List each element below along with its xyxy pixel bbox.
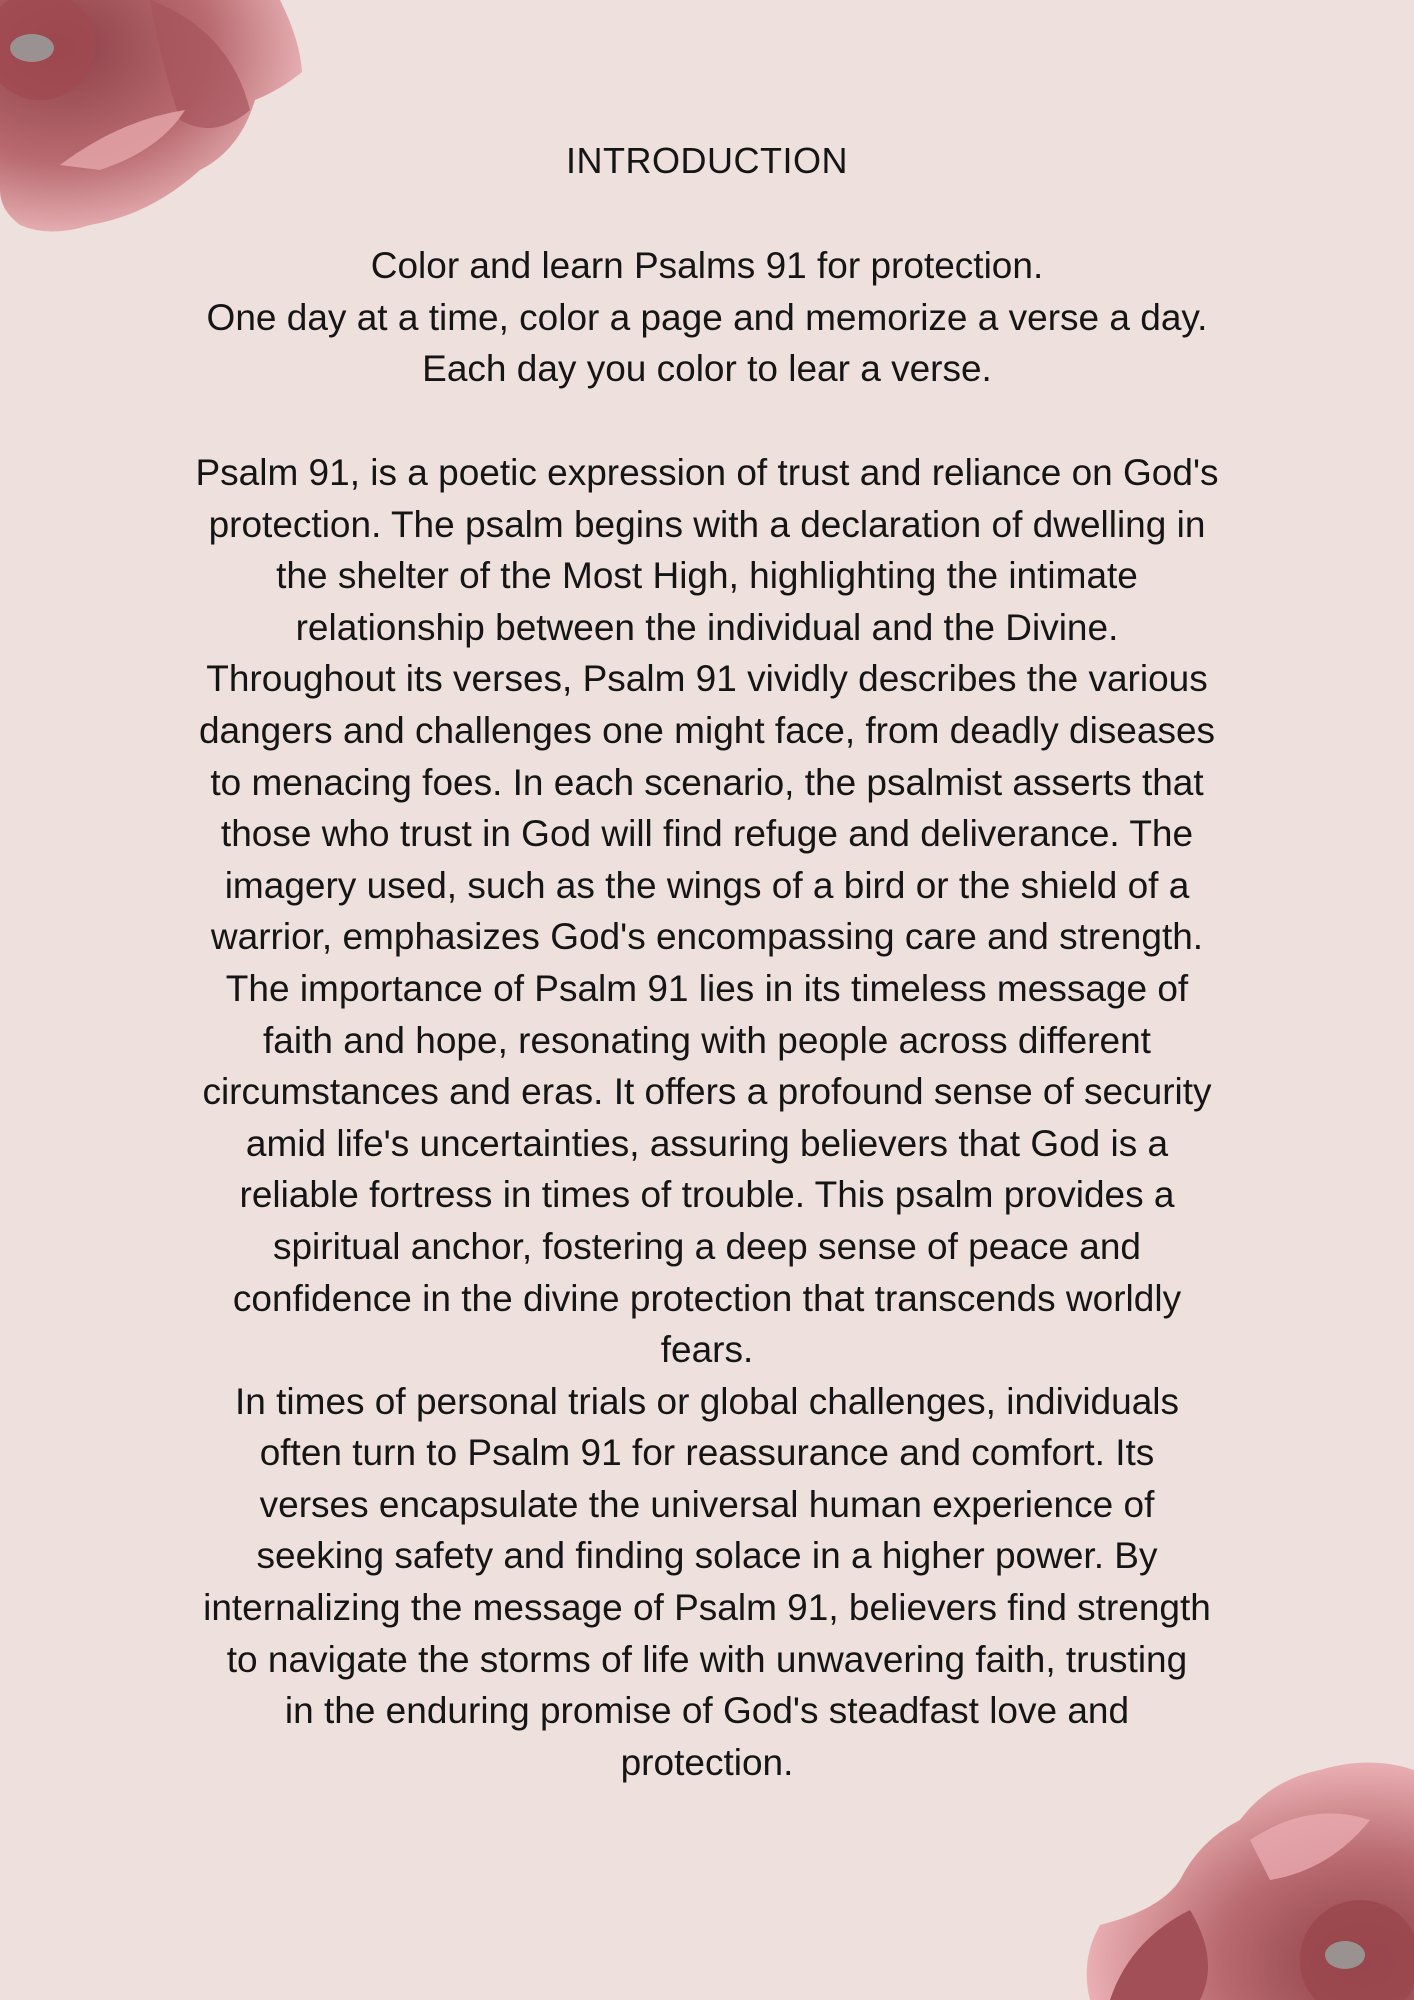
- intro-line: Color and learn Psalms 91 for protection.: [370, 245, 1044, 286]
- page-title: INTRODUCTION: [566, 140, 848, 181]
- body-line: relationship between the individual and the Divine.: [295, 606, 1119, 648]
- intro-text: [0, 240, 1414, 395]
- body-paragraph: [0, 447, 1414, 1788]
- flower-decoration-top-left: [0, 0, 310, 240]
- body-line: verses encapsulate the universal human experience of: [259, 1483, 1155, 1525]
- flower-decoration-bottom-right: [1070, 1760, 1414, 2000]
- body-line: protection. The psalm begins with a declaration of dwelling in: [208, 503, 1206, 545]
- body-line: seeking safety and finding solace in a higher power. By: [256, 1535, 1158, 1577]
- body-line: Psalm 91, is a poetic expression of trust and reliance on God's: [195, 452, 1219, 493]
- body-line: imagery used, such as the wings of a bird or the shield of a: [224, 864, 1190, 906]
- body-line: fears.: [660, 1329, 754, 1371]
- body-line: dangers and challenges one might face, from deadly diseases: [198, 709, 1216, 751]
- intro-line: Each day you color to lear a verse.: [422, 348, 992, 390]
- intro-line: One day at a time, color a page and memorize a verse a day.: [206, 296, 1208, 338]
- body-line: warrior, emphasizes God's encompassing care and strength.: [210, 916, 1204, 958]
- body-line: faith and hope, resonating with people across different: [263, 1019, 1151, 1061]
- body-line: reliable fortress in times of trouble. This psalm provides a: [239, 1174, 1175, 1216]
- body-line: the shelter of the Most High, highlighting the intimate: [276, 555, 1138, 597]
- body-line: Throughout its verses, Psalm 91 vividly describes the various: [206, 658, 1208, 700]
- body-line: in the enduring promise of God's steadfast love and: [284, 1690, 1130, 1732]
- body-line: spiritual anchor, fostering a deep sense of peace and: [272, 1225, 1142, 1267]
- body-line: often turn to Psalm 91 for reassurance and comfort. Its: [259, 1432, 1155, 1474]
- body-line: In times of personal trials or global challenges, individuals: [234, 1380, 1179, 1422]
- body-line: confidence in the divine protection that transcends worldly: [232, 1277, 1182, 1319]
- body-line: protection.: [620, 1741, 794, 1783]
- body-line: The importance of Psalm 91 lies in its timeless message of: [225, 967, 1189, 1009]
- body-line: internalizing the message of Psalm 91, believers find strength: [203, 1587, 1211, 1629]
- body-line: amid life's uncertainties, assuring believers that God is a: [245, 1122, 1169, 1164]
- body-line: to menacing foes. In each scenario, the psalmist asserts that: [210, 761, 1204, 803]
- body-line: those who trust in God will find refuge and deliverance. The: [220, 813, 1194, 855]
- body-line: circumstances and eras. It offers a profound sense of security: [202, 1071, 1212, 1113]
- body-line: to navigate the storms of life with unwavering faith, trusting: [226, 1638, 1188, 1680]
